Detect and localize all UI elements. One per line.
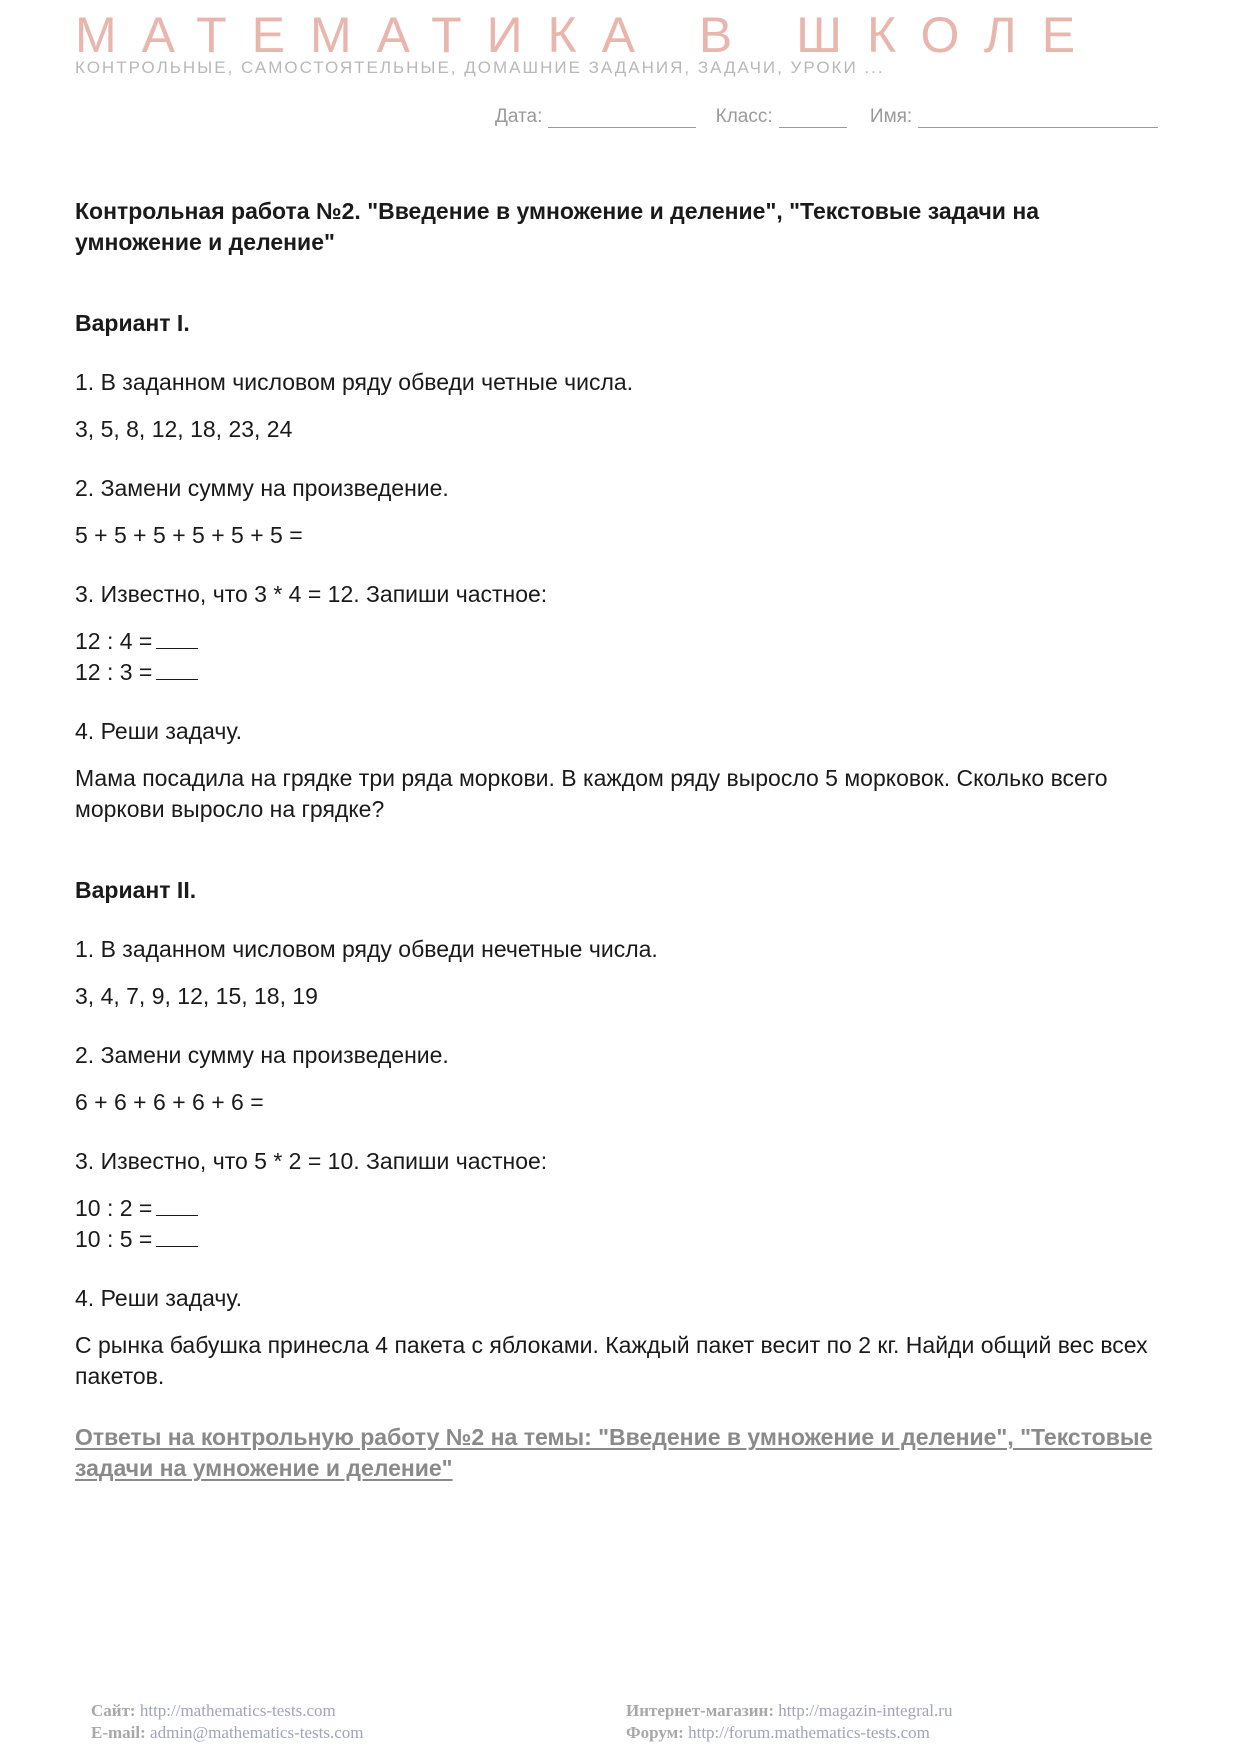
number-row: 3, 4, 7, 9, 12, 15, 18, 19	[75, 983, 318, 1009]
student-fields	[495, 106, 1158, 128]
variant-heading: Вариант I.	[75, 310, 190, 336]
answer-blank[interactable]	[156, 657, 198, 680]
page-title: Контрольная работа №2. "Введение в умножение и деление", "Текстовые задачи на умножение и деление"	[75, 198, 1040, 255]
answers-link[interactable]: Ответы на контрольную работу №2 на темы: "Введение в умножение и деление", "Текстовые задачи на умножение и деление"	[75, 1424, 1153, 1481]
question-1: 1. В заданном числовом ряду обведи четные числа.	[75, 369, 634, 395]
footer-forum	[626, 1722, 952, 1744]
question-4: 4. Реши задачу.	[75, 1285, 242, 1311]
quotient-lines	[75, 1193, 1165, 1255]
site-label: Сайт:	[91, 1701, 136, 1720]
question-2: 2. Замени сумму на произведение.	[75, 1042, 449, 1068]
variant-heading: Вариант II.	[75, 877, 197, 903]
email-label: E-mail:	[91, 1723, 146, 1742]
footer-shop	[626, 1700, 952, 1722]
document-body	[75, 196, 1165, 1484]
forum-link[interactable]: http://forum.mathematics-tests.com	[688, 1723, 930, 1742]
quotient-line	[75, 626, 1165, 657]
quotient-line	[75, 657, 1165, 688]
word-problem: С рынка бабушка принесла 4 пакета с яблоками. Каждый пакет весит по 2 кг. Найди общий вес всех пакетов.	[75, 1332, 1148, 1389]
footer-site	[91, 1700, 364, 1722]
number-row: 3, 5, 8, 12, 18, 23, 24	[75, 416, 293, 442]
shop-label: Интернет-магазин:	[626, 1701, 774, 1720]
question-3: 3. Известно, что 3 * 4 = 12. Запиши частное:	[75, 581, 548, 607]
name-label: Имя:	[869, 106, 913, 127]
sum-expression: 5 + 5 + 5 + 5 + 5 + 5 =	[75, 522, 303, 548]
answer-blank[interactable]	[156, 1224, 198, 1247]
email-link[interactable]: admin@mathematics-tests.com	[150, 1723, 364, 1742]
footer-email	[91, 1722, 364, 1744]
date-field[interactable]	[548, 108, 696, 128]
date-label: Дата:	[495, 106, 543, 127]
variant-2	[75, 875, 1165, 1392]
footer-contacts	[91, 1700, 364, 1744]
answer-blank[interactable]	[156, 1193, 198, 1216]
question-3: 3. Известно, что 5 * 2 = 10. Запиши частное:	[75, 1148, 548, 1174]
footer-links	[626, 1700, 952, 1744]
quotient-expression: 10 : 2 =	[75, 1195, 153, 1221]
quotient-expression: 12 : 3 =	[75, 659, 153, 685]
name-field[interactable]	[918, 108, 1158, 128]
variant-1	[75, 308, 1165, 825]
class-label: Класс:	[715, 106, 773, 127]
quotient-expression: 12 : 4 =	[75, 628, 153, 654]
brand-title: МАТЕМАТИКА В ШКОЛЕ	[75, 7, 1101, 63]
forum-label: Форум:	[626, 1723, 684, 1742]
question-2: 2. Замени сумму на произведение.	[75, 475, 449, 501]
question-1: 1. В заданном числовом ряду обведи нечетные числа.	[75, 936, 658, 962]
quotient-line	[75, 1224, 1165, 1255]
quotient-line	[75, 1193, 1165, 1224]
word-problem: Мама посадила на грядке три ряда моркови. В каждом ряду выросло 5 морковок. Сколько всего моркови выросло на грядке?	[75, 765, 1108, 822]
quotient-expression: 10 : 5 =	[75, 1226, 153, 1252]
sum-expression: 6 + 6 + 6 + 6 + 6 =	[75, 1089, 264, 1115]
brand-subtitle: КОНТРОЛЬНЫЕ, САМОСТОЯТЕЛЬНЫЕ, ДОМАШНИЕ ЗАДАНИЯ, ЗАДАЧИ, УРОКИ ...	[75, 58, 885, 77]
answer-blank[interactable]	[156, 626, 198, 649]
question-4: 4. Реши задачу.	[75, 718, 242, 744]
quotient-lines	[75, 626, 1165, 688]
site-link[interactable]: http://mathematics-tests.com	[139, 1701, 336, 1720]
shop-link[interactable]: http://magazin-integral.ru	[778, 1701, 953, 1720]
class-field[interactable]	[779, 108, 847, 128]
